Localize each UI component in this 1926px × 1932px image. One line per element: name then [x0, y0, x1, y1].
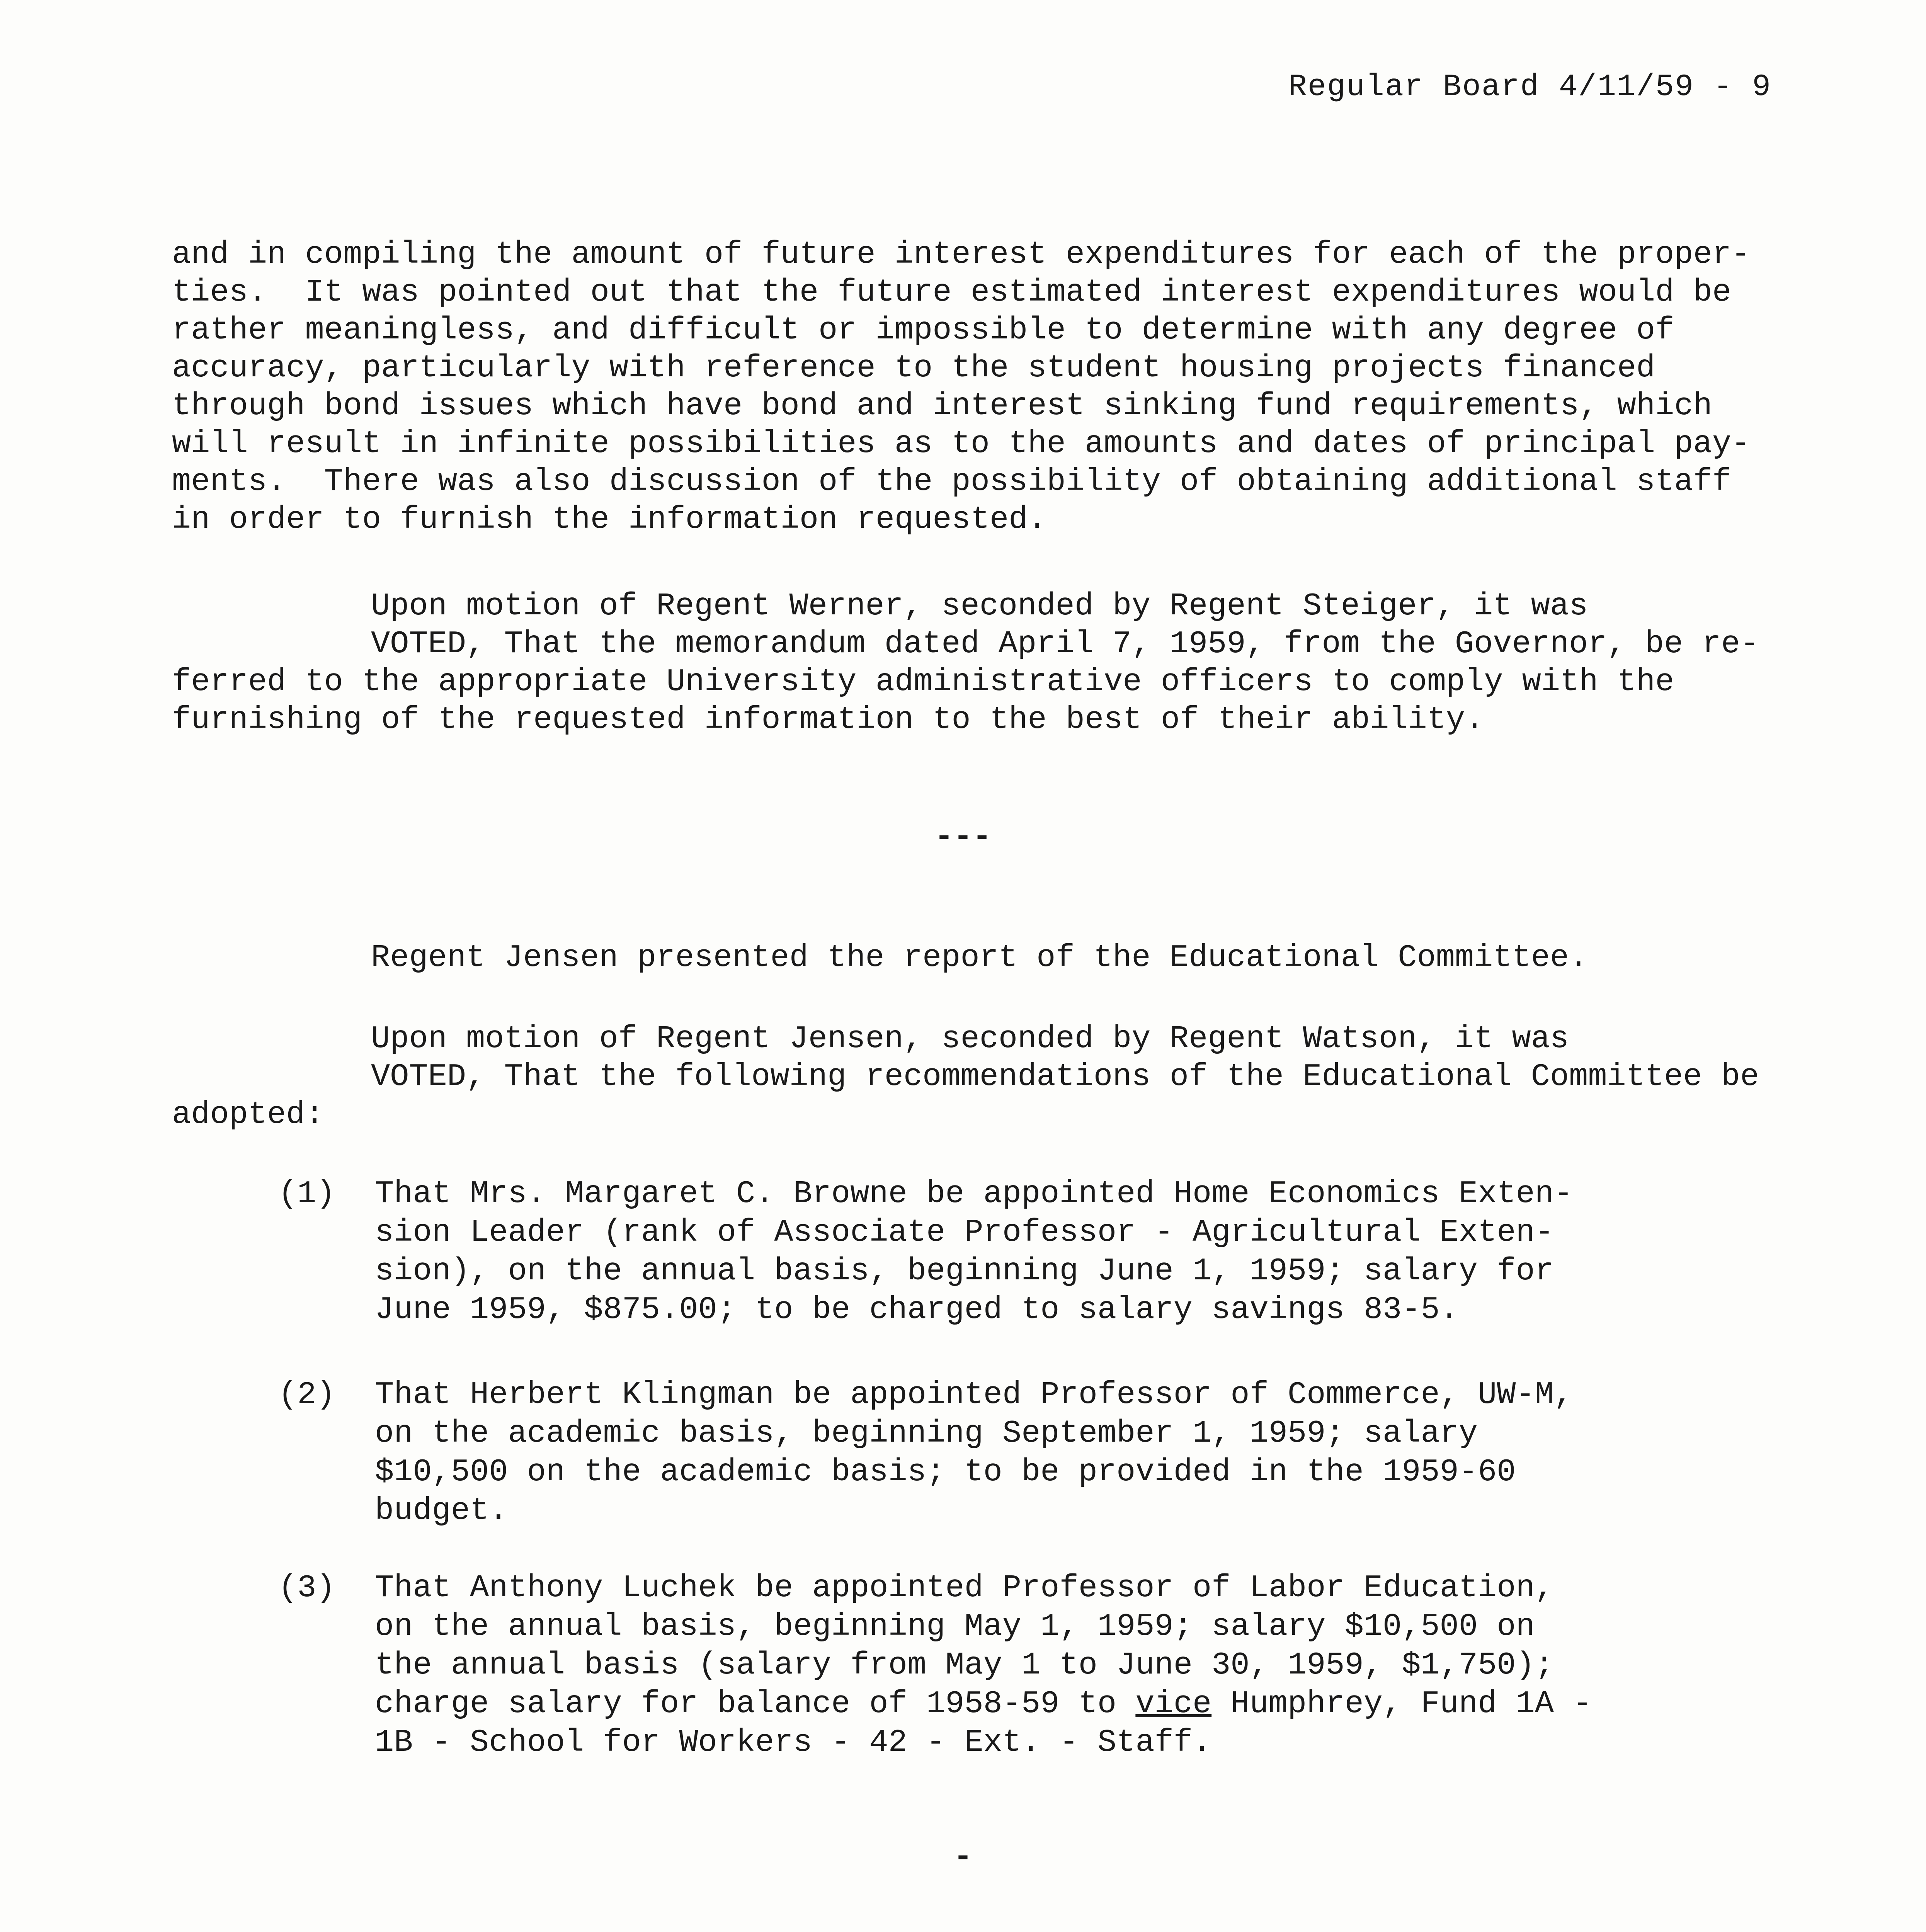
underlined-word: vice	[1135, 1686, 1212, 1722]
text-line: rather meaningless, and difficult or impossible to determine with any degree of	[172, 312, 1674, 348]
text-line: sion Leader (rank of Associate Professor - Agricultural Exten-	[375, 1214, 1554, 1250]
text-line: ties. It was pointed out that the future estimated interest expenditures would be	[172, 274, 1732, 310]
text-line: That Anthony Luchek be appointed Professor of Labor Education,	[375, 1570, 1554, 1606]
text-line: in order to furnish the information requested.	[172, 502, 1047, 537]
text-line: VOTED, That the following recommendations of the Educational Committee be	[371, 1059, 1759, 1095]
page-header: Regular Board 4/11/59 - 9	[1288, 70, 1771, 105]
section-separator: -	[953, 1839, 973, 1875]
text-line: ferred to the appropriate University administrative officers to comply with the	[172, 664, 1674, 700]
text-line: Regent Jensen presented the report of the Educational Committee.	[371, 940, 1588, 976]
text-line: through bond issues which have bond and interest sinking fund requirements, which	[172, 388, 1712, 424]
text-line: Upon motion of Regent Werner, seconded by Regent Steiger, it was	[371, 588, 1588, 624]
text-line: VOTED, That the memorandum dated April 7, 1959, from the Governor, be re-	[371, 626, 1759, 662]
item-number: (3)	[278, 1570, 335, 1606]
text-line: adopted:	[172, 1097, 324, 1133]
motion-jensen	[172, 1020, 1795, 1134]
text-line: That Mrs. Margaret C. Browne be appointed Home Economics Exten-	[375, 1176, 1573, 1212]
text-line: on the academic basis, beginning September 1, 1959; salary	[375, 1415, 1478, 1451]
text-line: accuracy, particularly with reference to the student housing projects financed	[172, 350, 1655, 386]
text-segment: Humphrey, Fund 1A -	[1211, 1686, 1592, 1722]
text-line: sion), on the annual basis, beginning June 1, 1959; salary for	[375, 1253, 1554, 1289]
educational-committee-report	[172, 939, 1795, 977]
text-line: $10,500 on the academic basis; to be provided in the 1959-60	[375, 1454, 1516, 1490]
text-line: furnishing of the requested information to the best of their ability.	[172, 702, 1484, 738]
text-line: budget.	[375, 1493, 508, 1529]
motion-werner	[172, 587, 1795, 739]
text-line	[375, 1685, 1785, 1723]
text-segment: charge salary for balance of 1958-59 to	[375, 1686, 1136, 1722]
text-line: on the annual basis, beginning May 1, 1959; salary $10,500 on	[375, 1609, 1535, 1645]
text-line: That Herbert Klingman be appointed Professor of Commerce, UW-M,	[375, 1377, 1573, 1413]
text-line: the annual basis (salary from May 1 to June 30, 1959, $1,750);	[375, 1647, 1554, 1683]
text-line: ments. There was also discussion of the possibility of obtaining additional staff	[172, 464, 1732, 500]
item-number: (1)	[278, 1176, 335, 1212]
text-line: Upon motion of Regent Jensen, seconded by Regent Watson, it was	[371, 1021, 1569, 1057]
item-text	[375, 1376, 1785, 1530]
text-line: and in compiling the amount of future interest expenditures for each of the proper-	[172, 236, 1751, 272]
paragraph-interest-expenditures	[172, 236, 1795, 539]
section-separator: ---	[934, 819, 992, 855]
text-line: will result in infinite possibilities as to the amounts and dates of principal pay-	[172, 426, 1751, 462]
item-text	[375, 1569, 1785, 1762]
text-line: 1B - School for Workers - 42 - Ext. - Staff.	[375, 1725, 1212, 1760]
item-text	[375, 1175, 1785, 1329]
text-line: June 1959, $875.00; to be charged to salary savings 83-5.	[375, 1292, 1459, 1328]
item-number: (2)	[278, 1377, 335, 1413]
